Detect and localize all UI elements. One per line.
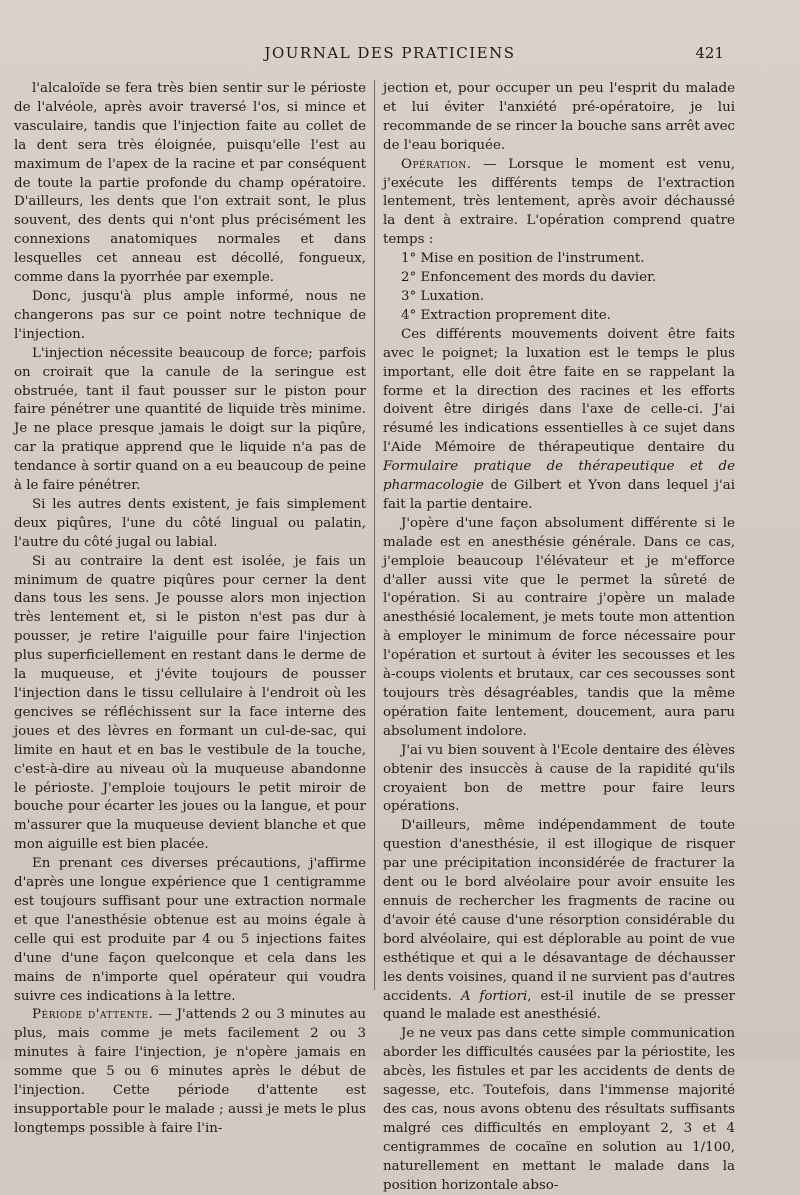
paragraph-text: — Lorsque le moment est venu, j'exécute les différents temps de l'extraction lentement, très lentement, après avoir déchaussé la dent à extraire. L'opération comprend quatre temps :	[383, 156, 735, 248]
paragraph-text: 2° Enfoncement des mords du davier.	[401, 270, 657, 286]
paragraph-text: de Gilbert et Yvon dans lequel j'ai fait la partie dentaire.	[383, 478, 735, 512]
paragraph-text: l'alcaloïde se fera très bien sentir sur le périoste de l'alvéole, après avoir traversé l'os, si mince et vasculaire, tandis que l'injection faite au collet de la dent sera très éloignée, puisqu'elle l'est au maximum de l'apex de la racine et par conséquent de toute la partie profonde du champ opératoire. D'ailleurs, les dents que l'on extrait sont, le plus souvent, des dents qui n'ont plus précisément les connexions anatomiques normales et dans lesquelles cet anneau est décollé, fongueux, comme dans la pyorrhée par exemple.	[14, 81, 366, 286]
paragraph-text: jection et, pour occuper un peu l'esprit du malade et lui éviter l'anxiété pré-opératoire, je lui recommande de se rincer la bouche sans arrêt avec de l'eau boriquée.	[383, 81, 735, 153]
paragraph-text: 1° Mise en position de l'instrument.	[401, 251, 645, 267]
paragraph	[14, 496, 366, 553]
page-number: 421	[695, 44, 724, 62]
paragraph	[383, 269, 735, 288]
paragraph	[14, 345, 366, 496]
page-header	[0, 44, 800, 68]
left-column	[14, 80, 366, 1139]
paragraph-text: Si au contraire la dent est isolée, je fais un minimum de quatre piqûres pour cerner la dent dans tous les sens. Je pousse alors mon injection très lentement et, si le piston n'est pas dur à pousser, je retire l'aiguille pour faire l'injection plus superficiellement en restant dans le derme de la muqueuse, et j'évite toujours de pousser l'injection dans le tissu cellulaire à l'endroit où les gencives se réfléchissent sur la face interne des joues et des lèvres en formant un cul-de-sac, qui limite en haut et en bas le vestibule de la touche, c'est-à-dire au niveau où la muqueuse abandonne le périoste. J'emploie toujours le petit miroir de bouche pour écarter les joues ou la langue, et pour m'assurer que la muqueuse devient blanche et que mon aiguille est bien placée.	[14, 553, 366, 853]
section-heading: Opération.	[401, 156, 472, 172]
paragraph	[383, 156, 735, 251]
italic-text: Formulaire pratique de thérapeutique et de pharmacologie	[383, 459, 735, 494]
paragraph-text: D'ailleurs, même indépendamment de toute question d'anesthésie, il est illogique de risquer par une précipitation inconsidérée de fracturer la dent ou le bord alvéolaire pour avoir ensuite les ennuis de rechercher les fragments de racine ou d'avoir été cause d'une résorption considérable du bord alvéolaire, qui est déplorable au point de vue esthétique et qui a le désavantage de déchausser les dents voisines, quand il ne survient pas d'autres accidents.	[383, 818, 735, 1004]
italic-text: A fortiori	[460, 988, 528, 1004]
paragraph-text: Je ne veux pas dans cette simple communication aborder les difficultés causées par la périostite, les abcès, les fistules et par les accidents de dents de sagesse, etc. Toutefois, dans l'immense majorité des cas, nous avons obtenu des résultats suffisants malgré ces difficultés en employant 2, 3 et 4 centigrammes de cocaïne en solution au 1/100, naturellement en mettant le malade dans la position horizontale abso-	[383, 1026, 735, 1193]
paragraph-text: , est-il inutile de se presser quand le malade est anesthésié.	[383, 988, 735, 1023]
journal-title: JOURNAL DES PRATICIENS	[264, 44, 516, 62]
paragraph	[14, 288, 366, 345]
paragraph	[383, 817, 735, 1025]
paragraph-text: Donc, jusqu'à plus ample informé, nous ne changerons pas sur ce point notre technique de l'injection.	[14, 288, 366, 342]
paragraph	[383, 80, 735, 156]
paragraph-text: En prenant ces diverses précautions, j'affirme d'après une longue expérience que 1 centigramme est toujours suffisant pour une extraction normale et que l'anesthésie obtenue est au moins égale à celle qui est produite par 4 ou 5 injections faites d'une d'une façon quelconque et cela dans les mains de n'importe quel opérateur qui voudra suivre ces indications à la lettre.	[14, 856, 366, 1004]
paragraph-text: J'ai vu bien souvent à l'Ecole dentaire des élèves obtenir des insuccès à cause de la rapidité qu'ils croyaient bon de mettre pour faire leurs opérations.	[383, 742, 735, 815]
column-divider	[374, 80, 375, 990]
section-heading: Période d'attente.	[32, 1007, 154, 1023]
paragraph	[14, 553, 366, 856]
paragraph-text: — J'attends 2 ou 3 minutes au plus, mais comme je mets facilement 2 ou 3 minutes à faire l'injection, je n'opère jamais en somme que 5 ou 6 minutes après le début de l'injection. Cette période d'attente est insupportable pour le malade ; aussi je mets le plus longtemps possible à faire l'in-	[14, 1007, 366, 1136]
paragraph	[383, 307, 735, 326]
paragraph	[383, 1025, 735, 1195]
paragraph-text: L'injection nécessite beaucoup de force; parfois on croirait que la canule de la seringue est obstruée, tant il faut pousser sur le piston pour faire pénétrer une quantité de liquide très minime. Je ne place presque jamais le doigt sur la piqûre, car la pratique apprend que le liquide n'a pas de tendance à sortir quand on a eu beaucoup de peine à le faire pénétrer.	[14, 345, 366, 494]
paragraph-text: Si les autres dents existent, je fais simplement deux piqûres, l'une du côté lingual ou palatin, l'autre du côté jugal ou labial.	[14, 496, 366, 550]
paragraph-text: 4° Extraction proprement dite.	[401, 307, 611, 323]
paragraph	[383, 742, 735, 818]
paragraph	[14, 80, 366, 288]
paragraph	[383, 515, 735, 742]
paragraph	[383, 288, 735, 307]
paragraph	[14, 1006, 366, 1138]
paragraph	[14, 855, 366, 1006]
paragraph	[383, 250, 735, 269]
paragraph-text: J'opère d'une façon absolument différente si le malade est en anesthésie générale. Dans ce cas, j'emploie beaucoup l'élévateur et je m'efforce d'aller aussi vite que le permet la sûreté de l'opération. Si au contraire j'opère un malade anesthésié localement, je mets toute mon attention à employer le minimum de force nécessaire pour l'opération et surtout à éviter les secousses et les à-coups violents et brutaux, car ces secousses sont toujours très désagréables, tandis que la même opération faite lentement, doucement, aura paru absolument indolore.	[383, 515, 735, 739]
paragraph-text: 3° Luxation.	[401, 288, 485, 304]
paragraph-text: Ces différents mouvements doivent être faits avec le poignet; la luxation est le temps le plus important, elle doit être faite en se rappelant la forme et la direction des racines et les efforts doivent être dirigés dans l'axe de celle-ci. J'ai résumé les indications essentielles à ce sujet dans l'Aide Mémoire de thérapeutique dentaire du	[383, 326, 735, 456]
right-column	[383, 80, 735, 1195]
paragraph	[383, 326, 735, 515]
